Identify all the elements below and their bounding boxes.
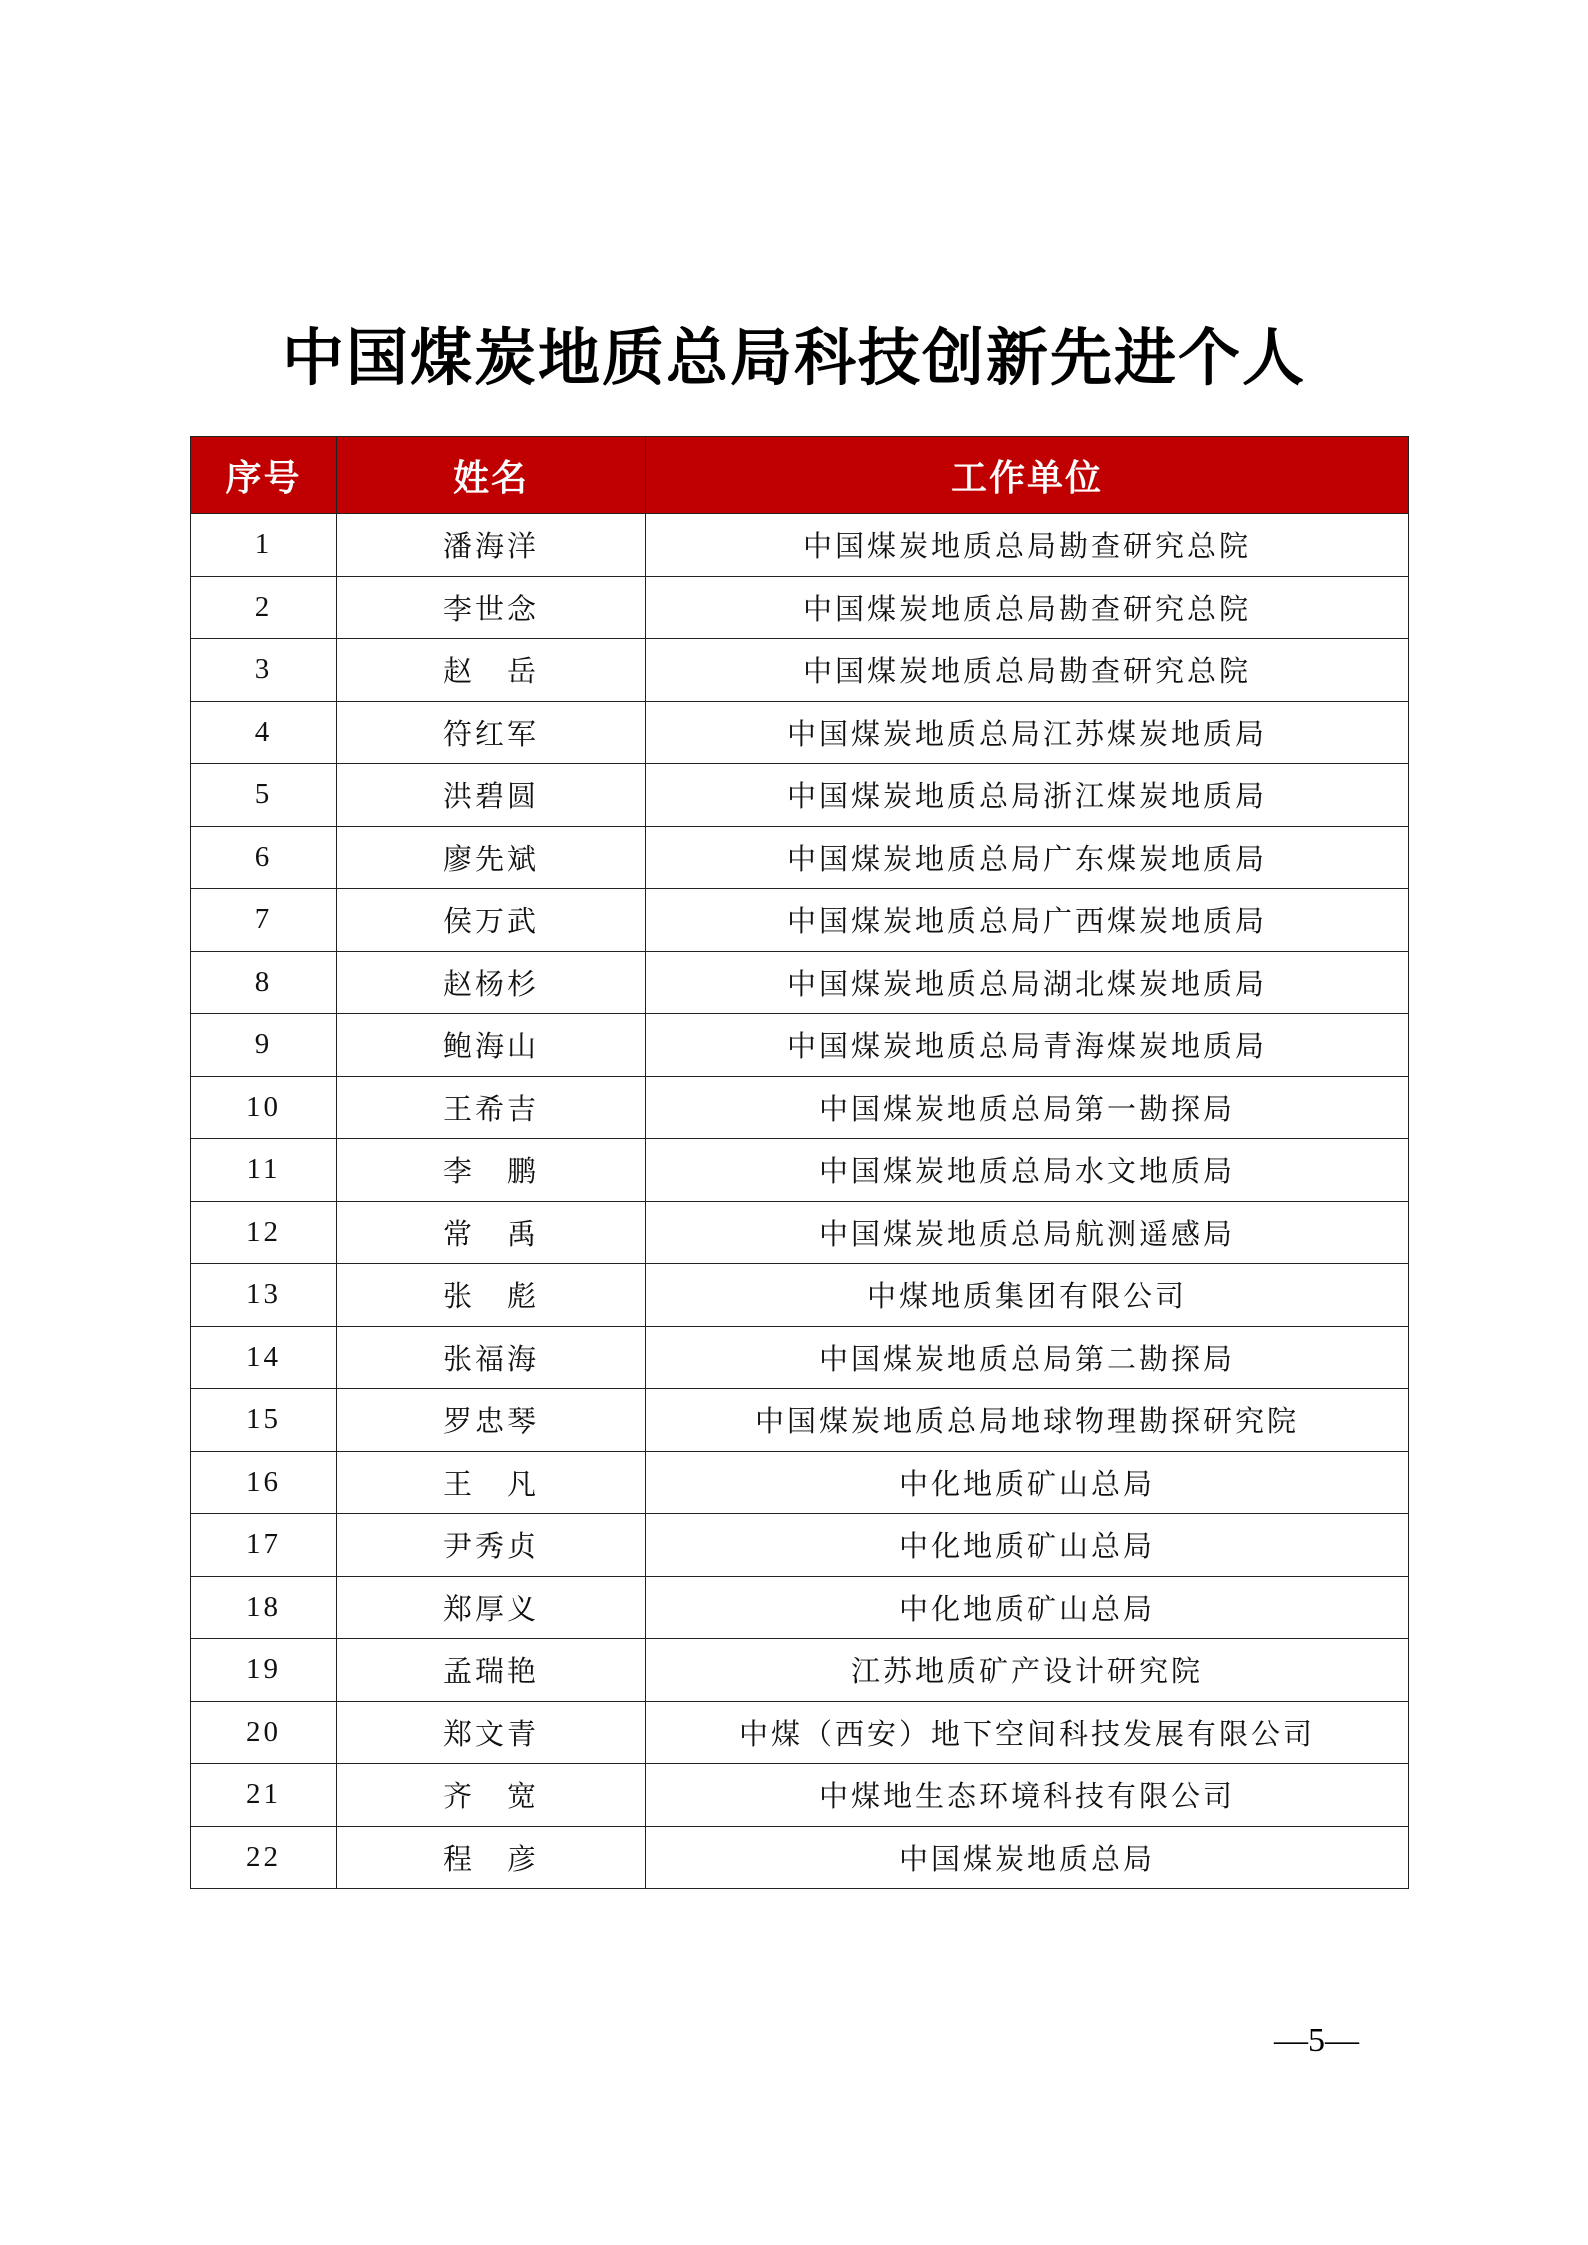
- table-row: [191, 1389, 1409, 1452]
- row-number: 4: [191, 701, 337, 764]
- row-name: 孟瑞艳: [337, 1639, 646, 1702]
- table-row: [191, 1264, 1409, 1327]
- row-number: 15: [191, 1389, 337, 1452]
- row-unit: 中国煤炭地质总局第二勘探局: [646, 1326, 1409, 1389]
- row-number: 3: [191, 639, 337, 702]
- row-number: 10: [191, 1076, 337, 1139]
- row-name: 侯万武: [337, 889, 646, 952]
- row-number: 5: [191, 764, 337, 827]
- row-number: 11: [191, 1139, 337, 1202]
- row-unit: 中国煤炭地质总局水文地质局: [646, 1139, 1409, 1202]
- row-name: 齐 宽: [337, 1764, 646, 1827]
- table-row: [191, 1576, 1409, 1639]
- table-row: [191, 1701, 1409, 1764]
- row-name: 李 鹏: [337, 1139, 646, 1202]
- row-number: 14: [191, 1326, 337, 1389]
- row-unit: 中国煤炭地质总局勘查研究总院: [646, 514, 1409, 577]
- row-number: 19: [191, 1639, 337, 1702]
- table-row: [191, 1639, 1409, 1702]
- header-number: 序号: [191, 437, 337, 514]
- row-number: 1: [191, 514, 337, 577]
- row-unit: 中国煤炭地质总局勘查研究总院: [646, 639, 1409, 702]
- table-body: [191, 514, 1409, 1889]
- award-table: [190, 436, 1409, 1889]
- table-row: [191, 639, 1409, 702]
- page-number: —5—: [1274, 2022, 1359, 2059]
- row-number: 12: [191, 1201, 337, 1264]
- row-unit: 中国煤炭地质总局: [646, 1826, 1409, 1889]
- row-unit: 中国煤炭地质总局广西煤炭地质局: [646, 889, 1409, 952]
- row-name: 张福海: [337, 1326, 646, 1389]
- table-row: [191, 951, 1409, 1014]
- row-unit: 中化地质矿山总局: [646, 1451, 1409, 1514]
- row-number: 21: [191, 1764, 337, 1827]
- row-unit: 中国煤炭地质总局湖北煤炭地质局: [646, 951, 1409, 1014]
- table-row: [191, 764, 1409, 827]
- row-number: 8: [191, 951, 337, 1014]
- page-title: 中国煤炭地质总局科技创新先进个人: [281, 321, 1306, 394]
- row-unit: 中国煤炭地质总局勘查研究总院: [646, 576, 1409, 639]
- row-unit: 中国煤炭地质总局青海煤炭地质局: [646, 1014, 1409, 1077]
- row-unit: 中国煤炭地质总局广东煤炭地质局: [646, 826, 1409, 889]
- row-unit: 中化地质矿山总局: [646, 1576, 1409, 1639]
- row-number: 16: [191, 1451, 337, 1514]
- row-unit: 中煤（西安）地下空间科技发展有限公司: [646, 1701, 1409, 1764]
- row-unit: 中国煤炭地质总局航测遥感局: [646, 1201, 1409, 1264]
- row-name: 鲍海山: [337, 1014, 646, 1077]
- table-row: [191, 576, 1409, 639]
- row-unit: 中国煤炭地质总局地球物理勘探研究院: [646, 1389, 1409, 1452]
- row-unit: 中国煤炭地质总局第一勘探局: [646, 1076, 1409, 1139]
- row-name: 廖先斌: [337, 826, 646, 889]
- table-row: [191, 1139, 1409, 1202]
- table-row: [191, 1826, 1409, 1889]
- row-number: 20: [191, 1701, 337, 1764]
- row-name: 赵 岳: [337, 639, 646, 702]
- table-row: [191, 1014, 1409, 1077]
- row-name: 张 彪: [337, 1264, 646, 1327]
- row-number: 2: [191, 576, 337, 639]
- table-row: [191, 1201, 1409, 1264]
- header-unit: 工作单位: [646, 437, 1409, 514]
- table-header: [191, 437, 1409, 514]
- row-number: 18: [191, 1576, 337, 1639]
- row-name: 尹秀贞: [337, 1514, 646, 1577]
- row-name: 郑文青: [337, 1701, 646, 1764]
- row-unit: 中化地质矿山总局: [646, 1514, 1409, 1577]
- row-name: 王 凡: [337, 1451, 646, 1514]
- header-name: 姓名: [337, 437, 646, 514]
- row-name: 王希吉: [337, 1076, 646, 1139]
- row-number: 17: [191, 1514, 337, 1577]
- row-number: 9: [191, 1014, 337, 1077]
- row-name: 程 彦: [337, 1826, 646, 1889]
- row-name: 罗忠琴: [337, 1389, 646, 1452]
- table-row: [191, 1326, 1409, 1389]
- row-number: 7: [191, 889, 337, 952]
- row-number: 22: [191, 1826, 337, 1889]
- table-row: [191, 1076, 1409, 1139]
- row-name: 常 禹: [337, 1201, 646, 1264]
- table-row: [191, 1514, 1409, 1577]
- table-header-row: [191, 437, 1409, 514]
- row-number: 6: [191, 826, 337, 889]
- row-name: 符红军: [337, 701, 646, 764]
- row-name: 潘海洋: [337, 514, 646, 577]
- table-row: [191, 826, 1409, 889]
- row-name: 洪碧圆: [337, 764, 646, 827]
- table-row: [191, 514, 1409, 577]
- table-row: [191, 1764, 1409, 1827]
- table-row: [191, 701, 1409, 764]
- row-name: 李世念: [337, 576, 646, 639]
- table-row: [191, 1451, 1409, 1514]
- row-number: 13: [191, 1264, 337, 1327]
- row-unit: 中国煤炭地质总局浙江煤炭地质局: [646, 764, 1409, 827]
- row-unit: 江苏地质矿产设计研究院: [646, 1639, 1409, 1702]
- row-name: 赵杨杉: [337, 951, 646, 1014]
- row-unit: 中国煤炭地质总局江苏煤炭地质局: [646, 701, 1409, 764]
- row-unit: 中煤地质集团有限公司: [646, 1264, 1409, 1327]
- row-name: 郑厚义: [337, 1576, 646, 1639]
- row-unit: 中煤地生态环境科技有限公司: [646, 1764, 1409, 1827]
- table-row: [191, 889, 1409, 952]
